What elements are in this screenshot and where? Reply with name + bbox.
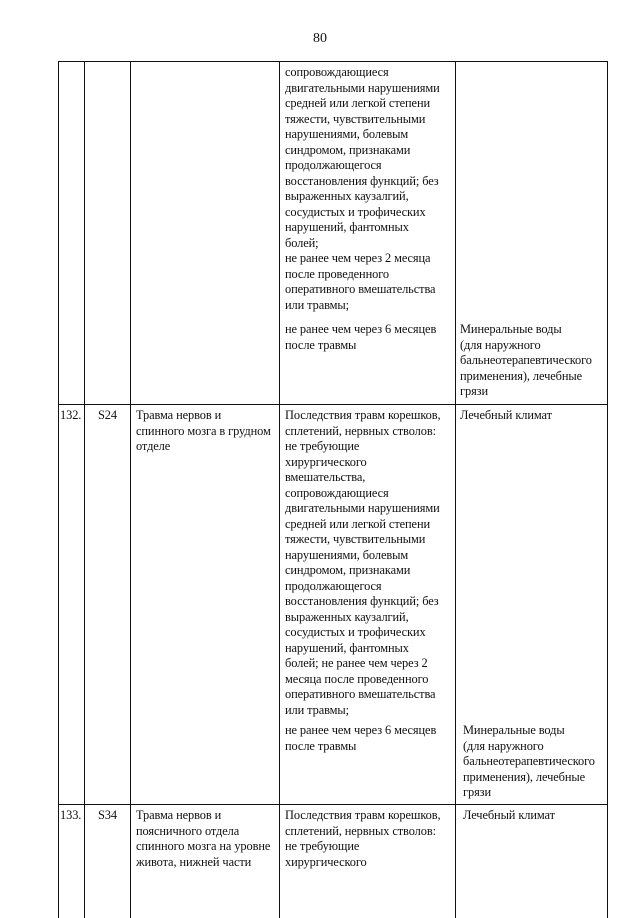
row-133-disease: Травма нервов и поясничного отдела спинного мозга на уровне живота, нижней части: [136, 808, 271, 869]
row-132-disease: Травма нервов и спинного мозга в грудном отделе: [136, 408, 271, 453]
row-132-factors-2: Минеральные воды (для наружного бальнеотерапевтического применения), лечебные грязи: [463, 723, 595, 799]
row-divider-132: [58, 404, 608, 405]
table-border-left: [58, 61, 59, 918]
page-number: 80: [313, 31, 327, 46]
table-border-top: [58, 61, 608, 62]
column-divider-conditions: [455, 61, 456, 918]
row-132-code: S24: [98, 408, 117, 422]
continued-factors-cell: Минеральные воды (для наружного бальнеотерапевтического применения), лечебные грязи: [460, 322, 592, 398]
continued-conditions-cell-2: не ранее чем через 6 месяцев после травмы: [285, 322, 437, 352]
row-132-conditions-2: не ранее чем через 6 месяцев после травмы: [285, 723, 437, 753]
row-132-factors: Лечебный климат: [460, 408, 552, 422]
row-132-conditions: Последствия травм корешков, сплетений, нервных стволов: не требующие хирургического вмешательства, сопровождающиеся двигательными нарушениями средней или легкой степени тяжести, чувствительными нарушениями, болевым синдромом, признаками продолжающегося восстановления функций; без выраженных каузалгий, сосудистых и трофических нарушений, фантомных болей; не ранее чем через 2 месяца после проведенного оперативного вмешательства или травмы;: [285, 408, 441, 717]
column-divider-code: [130, 61, 131, 918]
continued-conditions-cell: сопровождающиеся двигательными нарушениями средней или легкой степени тяжести, чувствительными нарушениями, болевым синдромом, признаками продолжающегося восстановления функций; без выраженных каузалгий, сосудистых и трофических нарушений, фантомных болей; не ранее чем через 2 месяца после проведенного оперативного вмешательства или травмы;: [285, 65, 440, 312]
column-divider-disease: [279, 61, 280, 918]
column-divider-num: [84, 61, 85, 918]
row-133-number: 133.: [60, 808, 82, 822]
row-divider-133: [58, 804, 608, 805]
row-132-number: 132.: [60, 408, 82, 422]
treatment-table: [58, 61, 608, 918]
table-border-right: [607, 61, 608, 918]
row-133-code: S34: [98, 808, 117, 822]
row-133-conditions: Последствия травм корешков, сплетений, нервных стволов: не требующие хирургического: [285, 808, 441, 869]
row-133-factors: Лечебный климат: [463, 808, 555, 822]
